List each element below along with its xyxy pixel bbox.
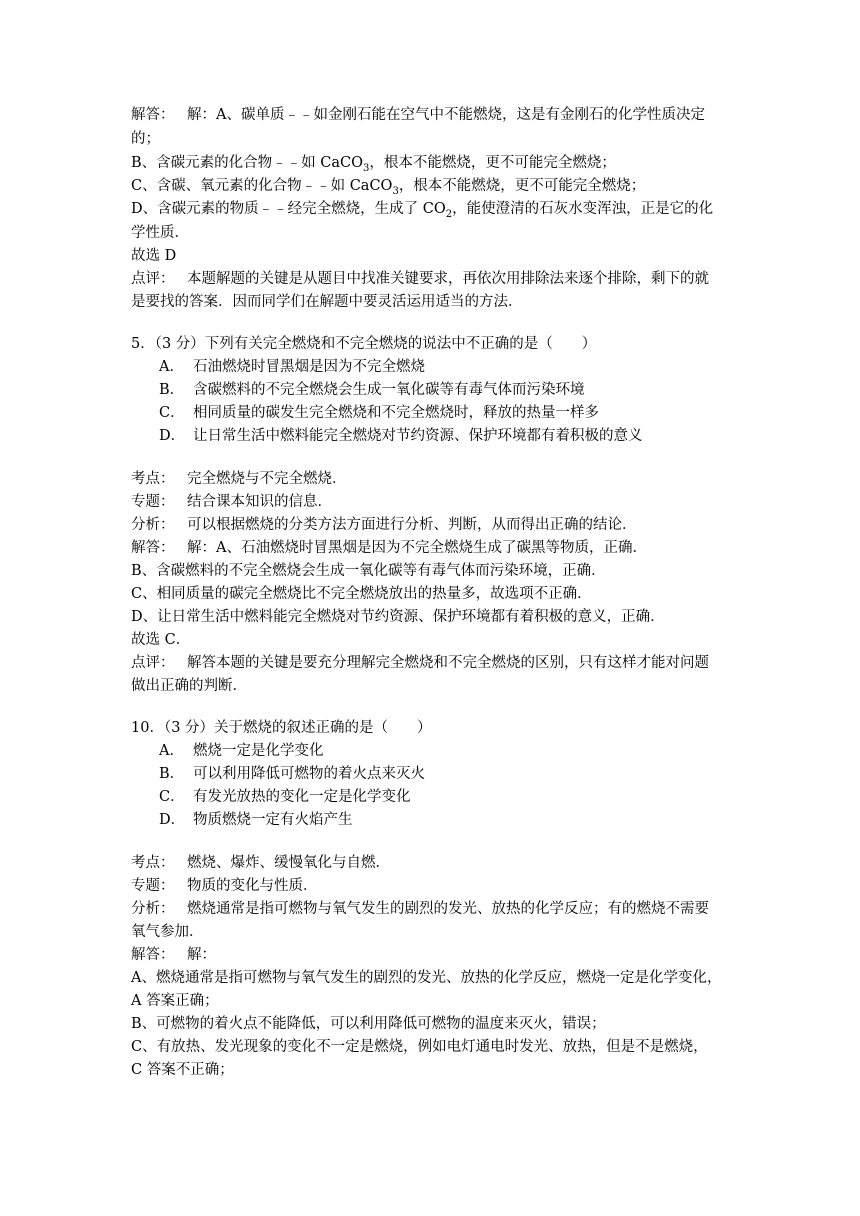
- q10-stem: 10．（3 分）关于燃烧的叙述正确的是（ ）: [131, 720, 432, 736]
- q4-answer-c: C、含碳、氧元素的化合物﹣﹣如 CaCO$_3$，根本不能燃烧，更不可能完全燃烧；: [131, 178, 646, 197]
- q5-comment-line2: 做出正确的判断．: [131, 678, 247, 694]
- q5-answer-a: 解答： 解：A、石油燃烧时冒黑烟是因为不完全燃烧生成了碳黑等物质，正确．: [131, 540, 647, 556]
- q5-option-a: A． 石油燃烧时冒黑烟是因为不完全燃烧: [159, 359, 425, 375]
- q4-choice: 故选 D: [131, 248, 177, 264]
- q10-option-c: C． 有发光放热的变化一定是化学变化: [159, 789, 411, 805]
- q10-topic: 专题： 物质的变化与性质．: [131, 878, 318, 894]
- q4-comment-line1: 点评： 本题解题的关键是从题目中找准关键要求，再依次用排除法来逐个排除，剩下的就: [131, 268, 731, 290]
- q5-comment-line1: 点评： 解答本题的关键是要充分理解完全燃烧和不完全燃烧的区别，只有这样才能对问题: [131, 655, 709, 671]
- q5-stem: 5．（3 分）下列有关完全燃烧和不完全燃烧的说法中不正确的是（ ）: [131, 336, 597, 352]
- q10-point: 考点： 燃烧、爆炸、缓慢氧化与自燃．: [131, 855, 390, 871]
- q5-option-d: D． 让日常生活中燃料能完全燃烧对节约资源、保护环境都有着积极的意义: [159, 428, 643, 444]
- q4-answer-b: B、含碳元素的化合物﹣﹣如 CaCO$_3$，根本不能燃烧，更不可能完全燃烧；: [131, 155, 616, 174]
- q4-answer-d: D、含碳元素的物质﹣﹣经完全燃烧，生成了 $CO_2$，能使澄清的石灰水变浑浊，正是它的化: [131, 201, 714, 220]
- q5-answer-c: C、相同质量的碳完全燃烧比不完全燃烧放出的热量多，故选项不正确．: [131, 586, 592, 602]
- q10-analysis-line1: 分析： 燃烧通常是指可燃物与氧气发生的剧烈的发光、放热的化学反应；有的燃烧不需要: [131, 901, 709, 917]
- answer-label: 解答：: [131, 107, 175, 123]
- q10-answer-intro: 解答： 解：: [131, 947, 216, 963]
- q5-analysis: 分析： 可以根据燃烧的分类方法方面进行分析、判断，从而得出正确的结论．: [131, 517, 637, 533]
- q10-analysis-line2: 氧气参加．: [131, 924, 204, 940]
- comment-label: 点评：: [131, 271, 175, 287]
- q10-answer-c2: C 答案不正确；: [131, 1062, 234, 1078]
- q5-choice: 故选 C．: [131, 632, 191, 648]
- q5-option-c: C． 相同质量的碳发生完全燃烧和不完全燃烧时，释放的热量一样多: [159, 405, 599, 421]
- q10-option-a: A． 燃烧一定是化学变化: [159, 743, 324, 759]
- q10-option-d: D． 物质燃烧一定有火焰产生: [159, 812, 353, 828]
- q5-topic: 专题： 结合课本知识的信息．: [131, 494, 332, 510]
- q5-option-b: B． 含碳燃料的不完全燃烧会生成一氧化碳等有毒气体而污染环境: [159, 382, 585, 398]
- q10-option-b: B． 可以利用降低可燃物的着火点来灭火: [159, 766, 425, 782]
- q10-answer-b: B、可燃物的着火点不能降低，可以利用降低可燃物的温度来灭火，错误；: [131, 1016, 606, 1032]
- q4-answer-line1: 解答： 解：A、碳单质﹣﹣如金刚石能在空气中不能燃烧，这是有金刚石的化学性质决定: [131, 104, 731, 126]
- q4-answer-d-cont: 学性质．: [131, 225, 189, 241]
- q5-answer-b: B、含碳燃料的不完全燃烧会生成一氧化碳等有毒气体而污染环境，正确．: [131, 563, 606, 579]
- q5-point: 考点： 完全燃烧与不完全燃烧．: [131, 471, 347, 487]
- q10-answer-c1: C、有放热、发光现象的变化不一定是燃烧，例如电灯通电时发光、放热，但是不是燃烧，: [131, 1039, 708, 1055]
- q10-answer-a2: A 答案正确；: [131, 993, 219, 1009]
- q5-answer-d: D、让日常生活中燃料能完全燃烧对节约资源、保护环境都有着积极的意义，正确．: [131, 609, 665, 625]
- q10-answer-a1: A、燃烧通常是指可燃物与氧气发生的剧烈的发光、放热的化学反应，燃烧一定是化学变化，: [131, 970, 722, 986]
- q4-comment-line2: 是要找的答案．因而同学们在解题中要灵活运用适当的方法．: [131, 294, 523, 310]
- q4-answer-line1-cont: 的；: [131, 131, 160, 147]
